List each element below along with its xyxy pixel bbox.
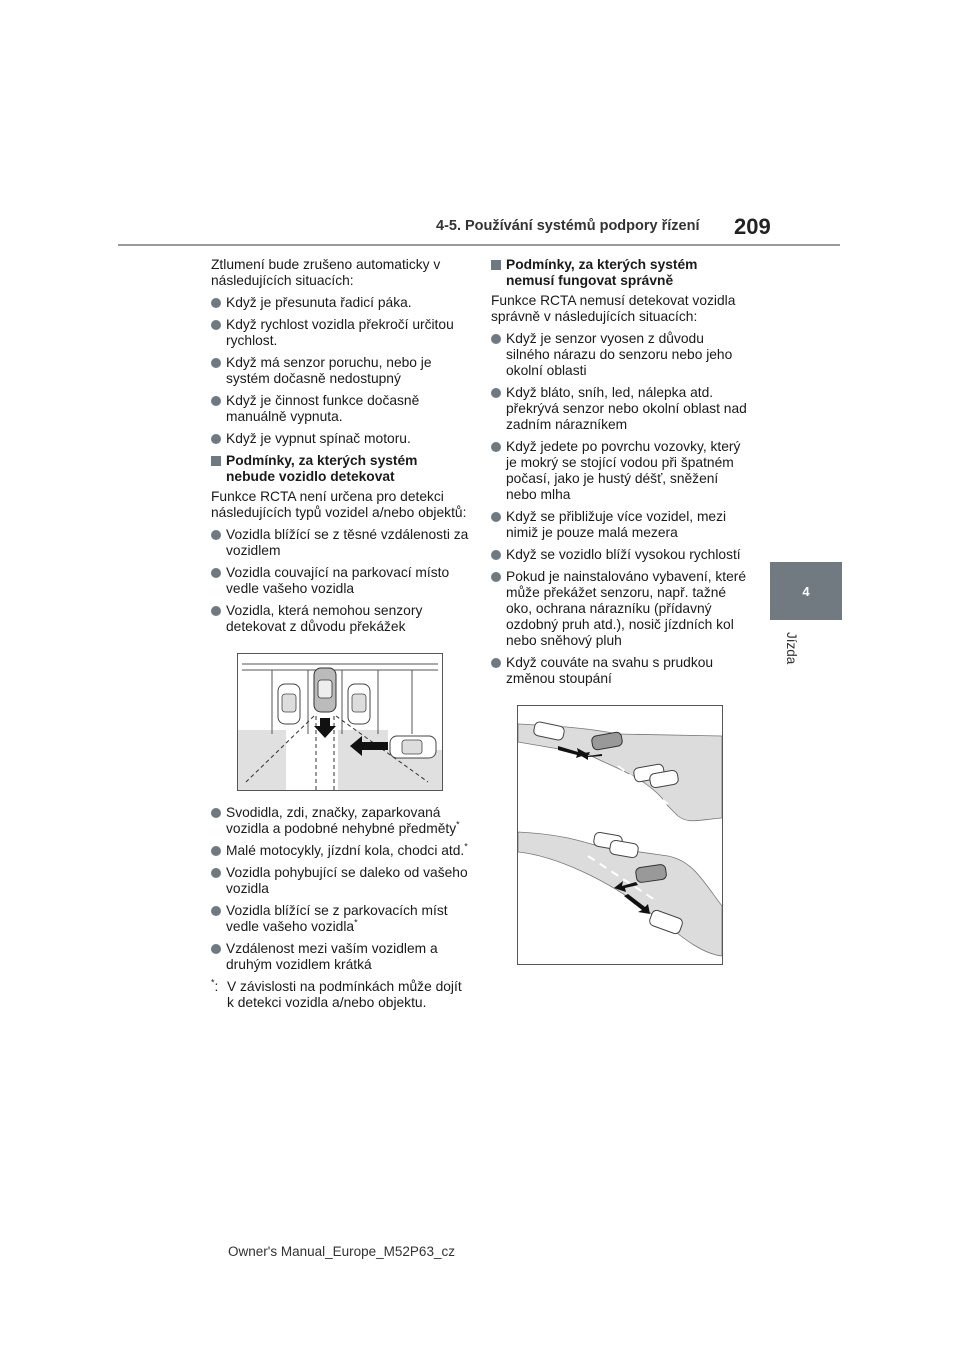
list-item: Vzdálenost mezi vaším vozidlem a druhým vozidlem krátká: [211, 941, 469, 973]
list-item: Vozidla, která nemohou senzory detekovat z důvodu překážek: [211, 603, 469, 635]
list-item: Malé motocykly, jízdní kola, chodci atd.*: [211, 843, 469, 859]
footnote: *: V závislosti na podmínkách může dojít k detekci vozidla a/nebo objektu.: [211, 977, 462, 1010]
list-item: Když couváte na svahu s prudkou změnou stoupání: [491, 655, 749, 687]
footer-text: Owner's Manual_Europe_M52P63_cz: [228, 1244, 455, 1259]
list-item: Vozidla pohybující se daleko od vašeho vozidla: [211, 865, 469, 897]
chapter-label: Jízda: [784, 632, 799, 665]
list-item: Vozidla couvající na parkovací místo vedle vašeho vozidla: [211, 565, 469, 597]
list-item: Když jedete po povrchu vozovky, který je mokrý se stojící vodou při špatném počasí, jako je hustý déšť, sněžení nebo mlha: [491, 439, 749, 503]
parking-illustration: [237, 653, 443, 791]
list-item: Když bláto, sníh, led, nálepka atd. překrývá senzor nebo okolní oblast nad zadním nárazníkem: [491, 385, 749, 433]
header-divider: [118, 244, 840, 246]
list-item: Když je vypnut spínač motoru.: [211, 431, 469, 447]
list-item: Když se vozidlo blíží vysokou rychlostí: [491, 547, 749, 563]
list-item: Když je přesunuta řadicí páka.: [211, 295, 469, 311]
slope-illustration: [517, 705, 723, 965]
right-column: [491, 257, 749, 979]
section-intro: Funkce RCTA není určena pro detekci následujících typů vozidel a/nebo objektů:: [211, 489, 467, 520]
chapter-number: 4: [802, 583, 810, 599]
list-item: Když se přibližuje více vozidel, mezi nimiž je pouze malá mezera: [491, 509, 749, 541]
section-heading: Podmínky, za kterých systém nemusí fungovat správně: [491, 257, 749, 289]
left-column: [211, 257, 469, 1017]
list-item: Vozidla blížící se z těsné vzdálenosti za vozidlem: [211, 527, 469, 559]
page-number: 209: [734, 214, 771, 239]
section-intro: Funkce RCTA nemusí detekovat vozidla správně v následujících situacích:: [491, 293, 736, 324]
list-item: Když má senzor poruchu, nebo je systém dočasně nedostupný: [211, 355, 469, 387]
list-item: Pokud je nainstalováno vybavení, které může překážet senzoru, např. tažné oko, ochrana nárazníku (přídavný ozdobný pruh atd.), nosič jízdních kol nebo sněhový pluh: [491, 569, 749, 649]
list-item: Když je činnost funkce dočasně manuálně vypnuta.: [211, 393, 469, 425]
section-heading: Podmínky, za kterých systém nebude vozidlo detekovat: [211, 453, 469, 485]
list-item: Vozidla blížící se z parkovacích míst vedle vašeho vozidla*: [211, 903, 469, 935]
chapter-tab[interactable]: [770, 562, 842, 620]
section-title: 4-5. Používání systémů podpory řízení: [436, 218, 700, 234]
cancel-intro: Ztlumení bude zrušeno automaticky v následujících situacích:: [211, 257, 441, 288]
list-item: Když rychlost vozidla překročí určitou rychlost.: [211, 317, 469, 349]
list-item: Když je senzor vyosen z důvodu silného nárazu do senzoru nebo jeho okolní oblasti: [491, 331, 749, 379]
list-item: Svodidla, zdi, značky, zaparkovaná vozidla a podobné nehybné předměty*: [211, 805, 469, 837]
